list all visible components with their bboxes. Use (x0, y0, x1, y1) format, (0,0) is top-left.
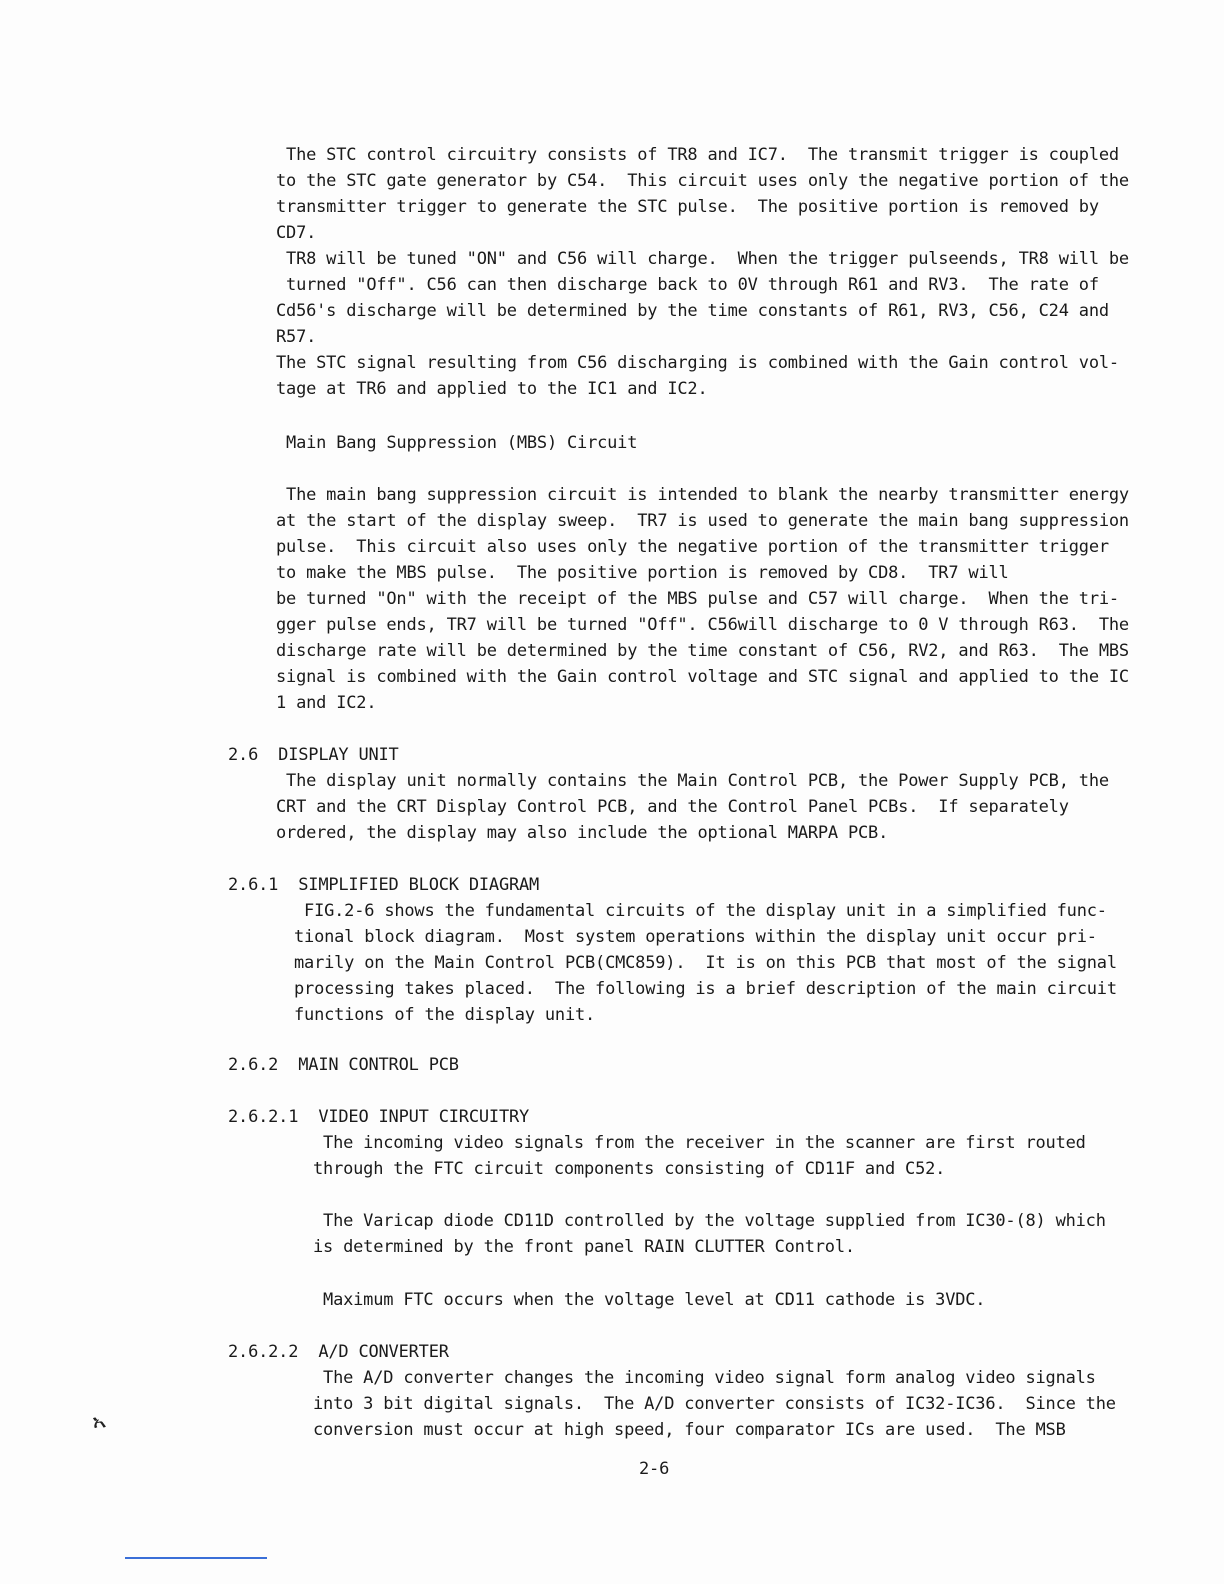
footer-rule (125, 1557, 267, 1559)
section-2-6-1-line-1: FIG.2-6 shows the fundamental circuits of the display unit in a simplified func- (294, 901, 1107, 921)
section-2-6-1-heading: 2.6.1 SIMPLIFIED BLOCK DIAGRAM (228, 875, 540, 895)
section-2-6-line-2: CRT and the CRT Display Control PCB, and the Control Panel PCBs. If separately (276, 797, 1069, 817)
stc-line-3: transmitter trigger to generate the STC pulse. The positive portion is removed by (276, 197, 1099, 217)
section-2-6-2-heading: 2.6.2 MAIN CONTROL PCB (228, 1055, 459, 1075)
mbs-line-4: to make the MBS pulse. The positive portion is removed by CD8. TR7 will (276, 563, 1009, 583)
stc-line-4: CD7. (276, 223, 317, 243)
mbs-line-6: gger pulse ends, TR7 will be turned "Off". C56will discharge to 0 V through R63. The (276, 615, 1129, 635)
section-2-6-line-1: The display unit normally contains the Main Control PCB, the Power Supply PCB, the (276, 771, 1109, 791)
mbs-line-9: 1 and IC2. (276, 693, 377, 713)
stc-line-6: turned "Off". C56 can then discharge back to 0V through R61 and RV3. The rate of (276, 275, 1099, 295)
stc-line-2: to the STC gate generator by C54. This circuit uses only the negative portion of the (276, 171, 1129, 191)
section-2-6-2-2-line-1: The A/D converter changes the incoming video signal form analog video signals (313, 1368, 1096, 1388)
section-2-6-2-2-heading: 2.6.2.2 A/D CONVERTER (228, 1342, 449, 1362)
mbs-line-5: be turned "On" with the receipt of the MBS pulse and C57 will charge. When the tri- (276, 589, 1119, 609)
mbs-line-8: signal is combined with the Gain control voltage and STC signal and applied to the IC (276, 667, 1129, 687)
section-2-6-1-line-4: processing takes placed. The following is a brief description of the main circuit (294, 979, 1117, 999)
section-2-6-2-2-line-2: into 3 bit digital signals. The A/D converter consists of IC32-IC36. Since the (313, 1394, 1116, 1414)
stc-line-10: tage at TR6 and applied to the IC1 and IC2. (276, 379, 708, 399)
section-2-6-1-line-2: tional block diagram. Most system operations within the display unit occur pri- (294, 927, 1097, 947)
stc-line-8: R57. (276, 327, 317, 347)
section-2-6-2-1-line-1: The incoming video signals from the receiver in the scanner are first routed (313, 1133, 1086, 1153)
mbs-line-7: discharge rate will be determined by the time constant of C56, RV2, and R63. The MBS (276, 641, 1129, 661)
section-2-6-line-3: ordered, the display may also include the optional MARPA PCB. (276, 823, 889, 843)
page-number: 2-6 (639, 1459, 670, 1479)
mbs-line-2: at the start of the display sweep. TR7 is used to generate the main bang suppression (276, 511, 1129, 531)
section-2-6-2-1-line-4: is determined by the front panel RAIN CLUTTER Control. (313, 1237, 855, 1257)
stc-line-5: TR8 will be tuned "ON" and C56 will charge. When the trigger pulseends, TR8 will be (276, 249, 1129, 269)
section-2-6-2-2-line-3: conversion must occur at high speed, four comparator ICs are used. The MSB (313, 1420, 1066, 1440)
margin-mark-icon: ኣ (88, 1408, 109, 1437)
section-2-6-2-1-heading: 2.6.2.1 VIDEO INPUT CIRCUITRY (228, 1107, 530, 1127)
stc-line-1: The STC control circuitry consists of TR8 and IC7. The transmit trigger is coupled (276, 145, 1119, 165)
stc-line-9: The STC signal resulting from C56 discharging is combined with the Gain control vol- (276, 353, 1119, 373)
section-2-6-1-line-3: marily on the Main Control PCB(CMC859). It is on this PCB that most of the signal (294, 953, 1117, 973)
mbs-heading: Main Bang Suppression (MBS) Circuit (276, 433, 638, 453)
mbs-line-1: The main bang suppression circuit is intended to blank the nearby transmitter energy (276, 485, 1129, 505)
section-2-6-heading: 2.6 DISPLAY UNIT (228, 745, 399, 765)
section-2-6-2-1-line-5: Maximum FTC occurs when the voltage level at CD11 cathode is 3VDC. (313, 1290, 986, 1310)
mbs-line-3: pulse. This circuit also uses only the negative portion of the transmitter trigger (276, 537, 1109, 557)
section-2-6-2-1-line-2: through the FTC circuit components consisting of CD11F and C52. (313, 1159, 946, 1179)
section-2-6-2-1-line-3: The Varicap diode CD11D controlled by the voltage supplied from IC30-(8) which (313, 1211, 1106, 1231)
stc-line-7: Cd56's discharge will be determined by the time constants of R61, RV3, C56, C24 and (276, 301, 1109, 321)
section-2-6-1-line-5: functions of the display unit. (294, 1005, 596, 1025)
